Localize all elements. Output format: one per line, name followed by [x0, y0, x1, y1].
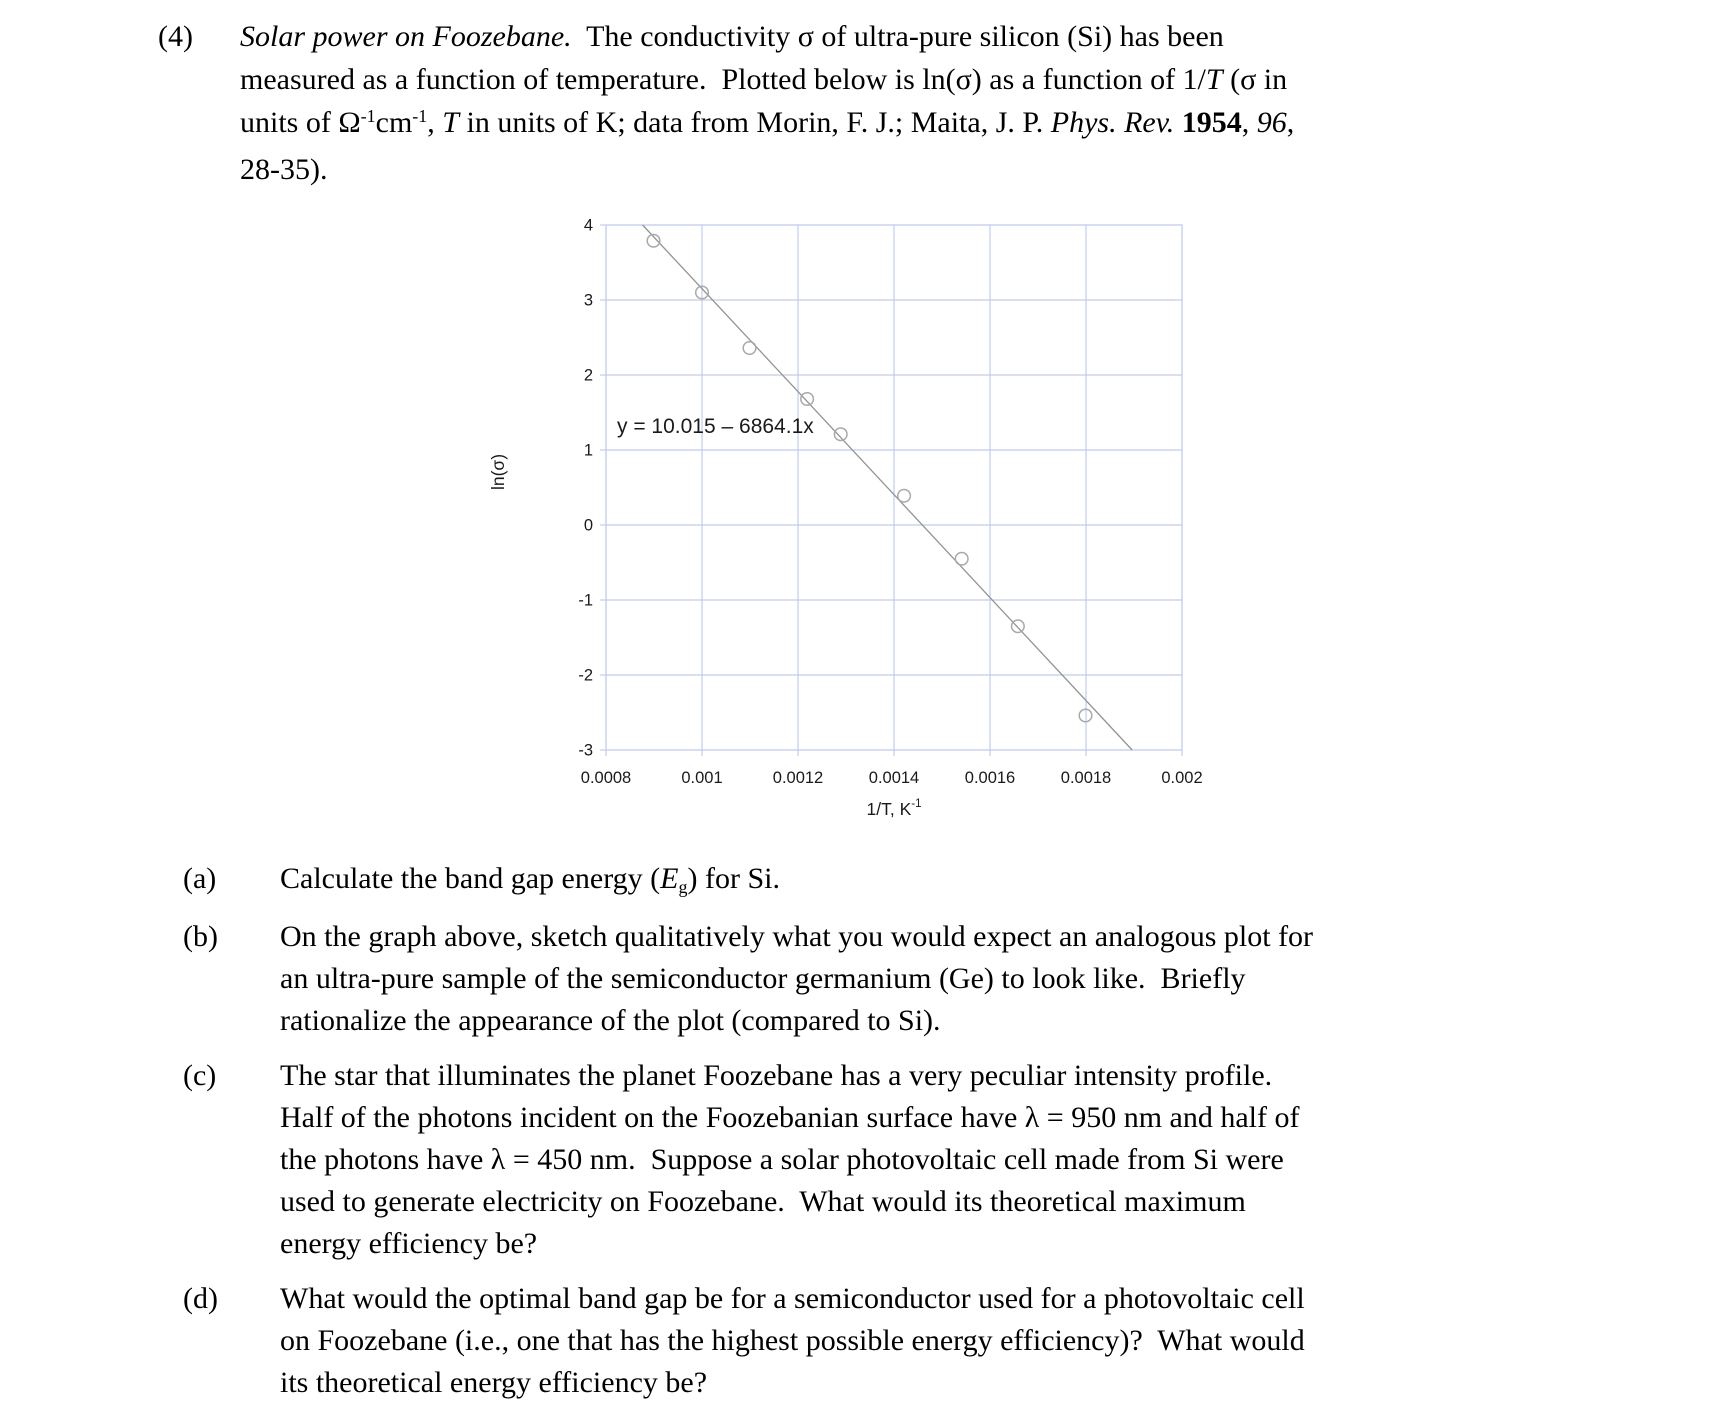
- text-run: E: [660, 862, 679, 895]
- question-list: [183, 858, 1463, 1411]
- text-run: energy efficiency be?: [280, 1227, 538, 1260]
- x-tick-label: 0.0016: [964, 769, 1016, 787]
- y-tick-label: -3: [578, 741, 593, 760]
- scatter-plot: [440, 190, 1220, 850]
- text-run: The star that illuminates the planet Foozebane has a very peculiar intensity profile.: [280, 1059, 1273, 1092]
- data-point: [834, 428, 847, 441]
- text-run: Calculate the band gap energy (: [280, 862, 661, 895]
- fit-equation-label: y = 10.015 – 6864.1x: [617, 415, 814, 438]
- text-run: The conductivity σ of ultra-pure silicon (Si) has been: [571, 20, 1224, 53]
- y-tick-label: 4: [583, 216, 593, 235]
- data-point: [1012, 620, 1025, 633]
- question-text: [280, 858, 1460, 903]
- question-label: (a): [183, 862, 217, 895]
- text-run: [1174, 106, 1182, 139]
- fit-line: [643, 225, 1133, 750]
- question-c: [183, 1055, 1463, 1265]
- text-run: on Foozebane (i.e., one that has the highest possible energy efficiency)? What would: [280, 1324, 1305, 1357]
- text-run: ) for Si.: [687, 862, 780, 895]
- text-run: g: [678, 877, 688, 898]
- conductivity-vs-inverse-temperature-chart: [440, 190, 1220, 850]
- text-run: Half of the photons incident on the Foozebanian surface have λ = 950 nm and half of: [280, 1101, 1300, 1134]
- text-run: an ultra-pure sample of the semiconductor germanium (Ge) to look like. Briefly: [280, 962, 1246, 995]
- text-run: What would the optimal band gap be for a semiconductor used for a photovoltaic cell: [280, 1282, 1305, 1315]
- text-run: 96: [1256, 106, 1287, 139]
- text-run: cm: [375, 106, 413, 139]
- text-run: ,: [427, 106, 443, 139]
- data-point: [955, 552, 968, 565]
- data-point: [801, 393, 814, 406]
- question-text: [280, 1278, 1460, 1404]
- question-text: [280, 1055, 1460, 1265]
- y-tick-label: 1: [583, 441, 593, 460]
- text-run: ,: [1286, 106, 1295, 139]
- problem-number: (4): [158, 20, 193, 53]
- problem-statement: [240, 15, 1490, 191]
- text-run: Phys. Rev.: [1050, 106, 1175, 139]
- text-run: T: [1205, 63, 1223, 96]
- text-run: in units of K; data from Morin, F. J.; Maita, J. P.: [458, 106, 1051, 139]
- x-axis-label: 1/T, $K^{-1}$: [866, 798, 922, 819]
- question-d: [183, 1278, 1463, 1404]
- text-run: 28-35).: [240, 153, 328, 186]
- text-run: (σ in: [1222, 63, 1288, 96]
- question-label: (b): [183, 920, 218, 953]
- text-run: its theoretical energy efficiency be?: [280, 1366, 708, 1399]
- text-run: used to generate electricity on Foozebane. What would its theoretical maximum: [280, 1185, 1246, 1218]
- text-run: 1954: [1181, 106, 1242, 139]
- x-tick-label: 0.0008: [580, 769, 632, 787]
- text-run: -1: [412, 106, 428, 127]
- text-run: rationalize the appearance of the plot (compared to Si).: [280, 1004, 941, 1037]
- y-tick-label: -1: [578, 591, 593, 610]
- x-tick-label: 0.002: [1161, 769, 1203, 787]
- question-b: [183, 916, 1463, 1042]
- data-point: [743, 342, 756, 355]
- x-tick-label: 0.001: [681, 769, 723, 787]
- text-run: Solar power on Foozebane.: [240, 20, 572, 53]
- y-tick-label: 3: [583, 291, 593, 310]
- data-point: [898, 489, 911, 502]
- y-tick-label: 0: [583, 516, 593, 535]
- x-tick-label: 0.0014: [868, 769, 920, 787]
- text-run: On the graph above, sketch qualitatively what you would expect an analogous plot for: [280, 920, 1314, 953]
- y-tick-label: -2: [578, 666, 593, 685]
- y-axis-label: ln(σ): [488, 453, 508, 491]
- question-text: [280, 916, 1460, 1042]
- text-run: measured as a function of temperature. Plotted below is ln(σ) as a function of 1/: [240, 63, 1206, 96]
- text-run: the photons have λ = 450 nm. Suppose a solar photovoltaic cell made from Si were: [280, 1143, 1284, 1176]
- question-label: (d): [183, 1282, 218, 1315]
- x-tick-label: 0.0012: [772, 769, 824, 787]
- text-run: units of Ω: [240, 106, 361, 139]
- text-run: -1: [360, 106, 376, 127]
- problem-4: [158, 15, 1490, 191]
- text-run: T: [442, 106, 459, 139]
- question-label: (c): [183, 1059, 217, 1092]
- x-tick-label: 0.0018: [1060, 769, 1112, 787]
- question-a: [183, 858, 1463, 903]
- text-run: ,: [1241, 106, 1257, 139]
- y-tick-label: 2: [583, 366, 593, 385]
